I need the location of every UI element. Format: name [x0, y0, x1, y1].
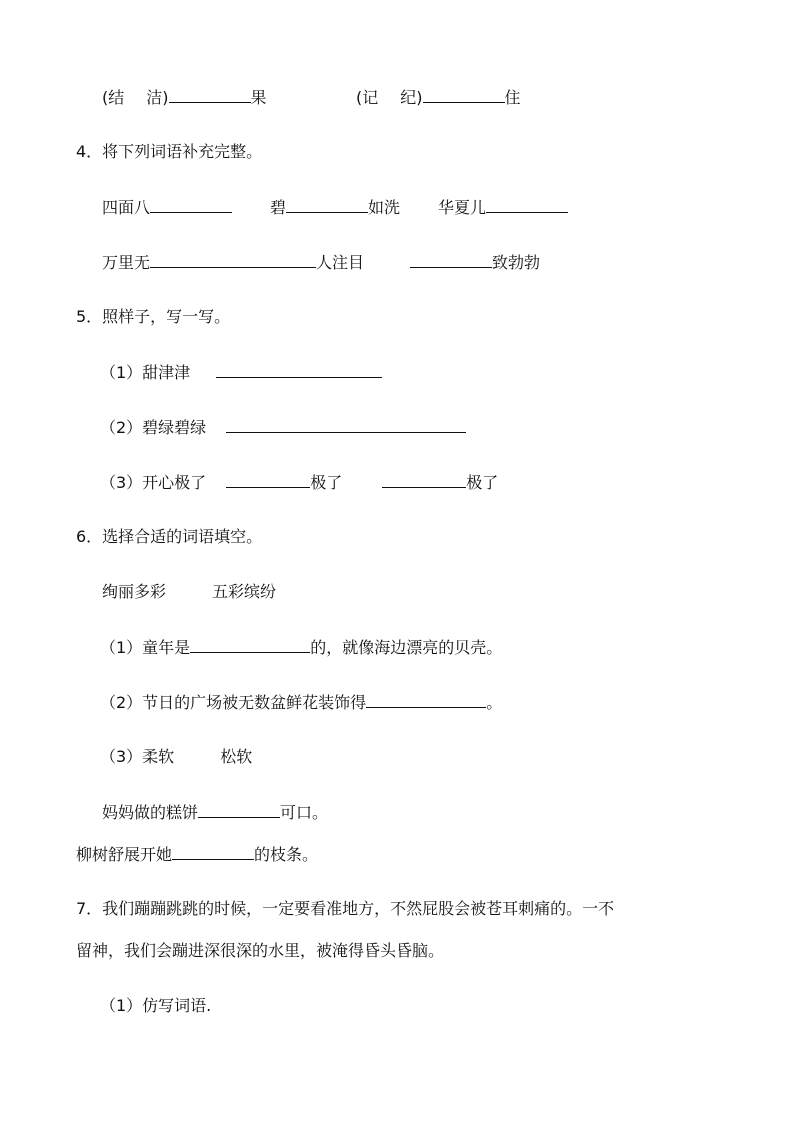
sample-word: （3）开心极了 — [100, 473, 207, 492]
idiom-prefix: 华夏儿 — [438, 198, 487, 217]
word-option: 五彩缤纷 — [212, 582, 277, 601]
fill-blank[interactable] — [190, 636, 310, 653]
word-option: 洁) — [146, 88, 169, 107]
fill-blank[interactable] — [198, 801, 280, 818]
idiom-suffix: 致勃勃 — [492, 253, 541, 272]
word-option: （3）柔软 — [100, 747, 175, 766]
row-word-choice-1 — [102, 86, 267, 109]
q6-item-2 — [100, 691, 502, 714]
row-word-choice-2 — [356, 86, 521, 109]
q5-item-1 — [100, 361, 382, 384]
q4-item-5 — [410, 251, 540, 274]
q4-item-3 — [438, 196, 568, 219]
question-7-paragraph-line-1: 7．我们蹦蹦跳跳的时候，一定要看准地方，不然屁股会被苍耳刺痛的。一不 — [76, 899, 615, 918]
q6-item-4 — [102, 801, 328, 824]
q4-item-1 — [102, 196, 232, 219]
idiom-suffix: 人注目 — [316, 253, 365, 272]
question-5-title: 5．照样子，写一写。 — [76, 307, 231, 326]
q6-word-options — [102, 581, 276, 603]
word-suffix: 住 — [504, 88, 521, 107]
fill-blank[interactable] — [486, 196, 568, 213]
q5-item-3 — [100, 471, 498, 494]
word-suffix: 极了 — [466, 473, 499, 492]
sentence-part: 。 — [486, 693, 503, 712]
question-4-title: 4．将下列词语补充完整。 — [76, 142, 263, 161]
word-option: (结 — [102, 88, 125, 107]
word-option: 纪) — [400, 88, 423, 107]
sample-word: （1）甜津津 — [100, 363, 191, 382]
question-7-paragraph-line-2: 留神，我们会蹦进深很深的水里，被淹得昏头昏脑。 — [76, 941, 445, 960]
sentence-part: （2）节日的广场被无数盆鲜花装饰得 — [100, 693, 367, 712]
q6-item-5 — [76, 843, 318, 866]
fill-blank[interactable] — [172, 843, 254, 860]
fill-blank[interactable] — [150, 251, 316, 268]
fill-blank[interactable] — [382, 471, 466, 488]
fill-blank[interactable] — [169, 86, 251, 103]
idiom-prefix: 万里无 — [102, 253, 151, 272]
sentence-part: 可口。 — [280, 803, 329, 822]
q6-item-3 — [100, 746, 252, 768]
q5-item-2 — [100, 416, 466, 439]
q4-item-4 — [102, 251, 364, 274]
q7-item-1: （1）仿写词语. — [100, 996, 212, 1015]
fill-blank[interactable] — [366, 691, 486, 708]
idiom-prefix: 碧 — [270, 198, 287, 217]
q4-item-2 — [270, 196, 400, 219]
question-6-title: 6．选择合适的词语填空。 — [76, 527, 263, 546]
fill-blank[interactable] — [226, 416, 466, 433]
fill-blank[interactable] — [410, 251, 492, 268]
word-option: 松软 — [220, 747, 253, 766]
sentence-part: 妈妈做的糕饼 — [102, 803, 199, 822]
sentence-part: 柳树舒展开她 — [76, 845, 173, 864]
fill-blank[interactable] — [150, 196, 232, 213]
sentence-part: （1）童年是 — [100, 638, 191, 657]
fill-blank[interactable] — [216, 361, 382, 378]
fill-blank[interactable] — [226, 471, 310, 488]
idiom-suffix: 如洗 — [368, 198, 401, 217]
sentence-part: 的枝条。 — [254, 845, 319, 864]
word-suffix: 极了 — [310, 473, 343, 492]
sentence-part: 的，就像海边漂亮的贝壳。 — [310, 638, 503, 657]
idiom-prefix: 四面八 — [102, 198, 151, 217]
word-option: 绚丽多彩 — [102, 582, 167, 601]
q6-item-1 — [100, 636, 502, 659]
word-suffix: 果 — [250, 88, 267, 107]
sample-word: （2）碧绿碧绿 — [100, 418, 207, 437]
fill-blank[interactable] — [286, 196, 368, 213]
word-option: (记 — [356, 88, 379, 107]
fill-blank[interactable] — [423, 86, 505, 103]
